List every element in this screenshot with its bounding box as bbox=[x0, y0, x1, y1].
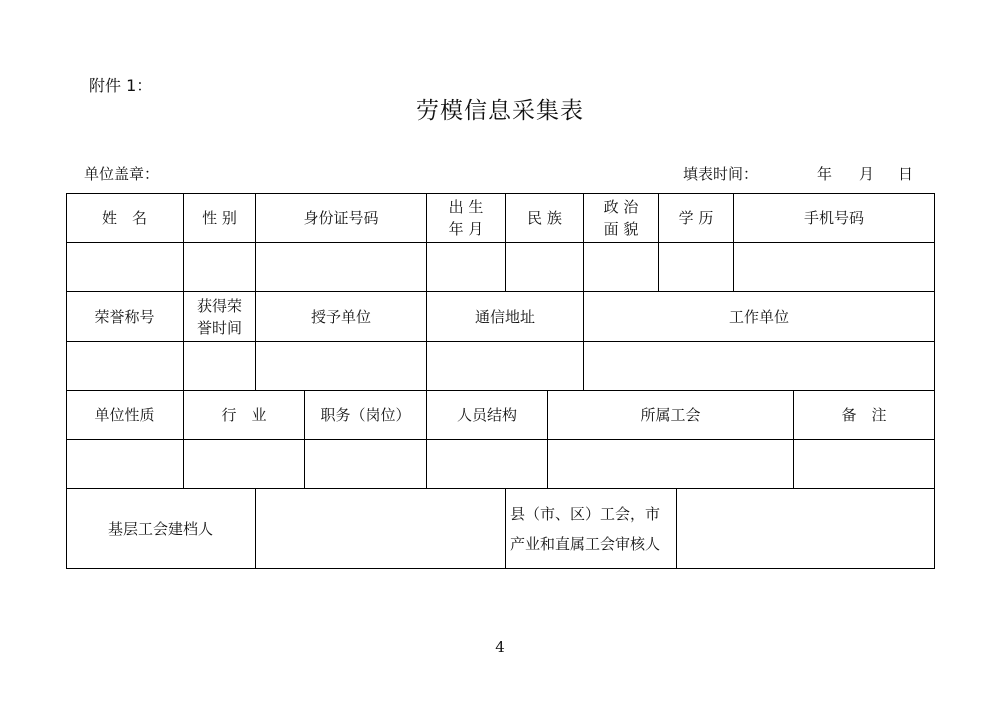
input-phone[interactable] bbox=[734, 243, 935, 292]
header-political: 政 治 面 貌 bbox=[584, 193, 659, 243]
input-industry[interactable] bbox=[184, 440, 305, 489]
input-birth[interactable] bbox=[427, 243, 506, 292]
unit-stamp-label: 单位盖章： bbox=[84, 165, 160, 183]
input-gender[interactable] bbox=[184, 243, 256, 292]
attachment-label: 附件 1： bbox=[89, 76, 153, 95]
input-archivist[interactable] bbox=[256, 489, 506, 569]
header-awarding-unit: 授予单位 bbox=[256, 292, 427, 342]
form-title: 劳模信息采集表 bbox=[416, 98, 584, 124]
day-label: 日 bbox=[898, 165, 914, 183]
month-label: 月 bbox=[859, 165, 875, 183]
input-remarks[interactable] bbox=[794, 440, 935, 489]
header-position: 职务（岗位） bbox=[305, 391, 427, 440]
input-political[interactable] bbox=[584, 243, 659, 292]
input-ethnicity[interactable] bbox=[506, 243, 584, 292]
header-honor-title: 荣誉称号 bbox=[66, 292, 184, 342]
header-personnel-structure: 人员结构 bbox=[427, 391, 548, 440]
header-unit-nature: 单位性质 bbox=[66, 391, 184, 440]
page-number: 4 bbox=[495, 638, 505, 656]
archivist-label: 基层工会建档人 bbox=[66, 489, 256, 569]
info-table bbox=[66, 193, 935, 569]
input-personnel-structure[interactable] bbox=[427, 440, 548, 489]
input-reviewer[interactable] bbox=[677, 489, 935, 569]
header-id-number: 身份证号码 bbox=[256, 193, 427, 243]
input-unit-nature[interactable] bbox=[66, 440, 184, 489]
input-honor-time[interactable] bbox=[184, 342, 256, 391]
header-work-unit: 工作单位 bbox=[584, 292, 935, 342]
header-gender: 性 别 bbox=[184, 193, 256, 243]
header-honor-time: 获得荣 誉时间 bbox=[184, 292, 256, 342]
reviewer-label: 县（市、区）工会，市 产业和直属工会审核人 bbox=[506, 489, 677, 569]
input-work-unit[interactable] bbox=[584, 342, 935, 391]
input-awarding-unit[interactable] bbox=[256, 342, 427, 391]
input-name[interactable] bbox=[66, 243, 184, 292]
header-education: 学 历 bbox=[659, 193, 734, 243]
input-honor-title[interactable] bbox=[66, 342, 184, 391]
header-address: 通信地址 bbox=[427, 292, 584, 342]
input-education[interactable] bbox=[659, 243, 734, 292]
header-name: 姓 名 bbox=[66, 193, 184, 243]
header-ethnicity: 民 族 bbox=[506, 193, 584, 243]
input-id-number[interactable] bbox=[256, 243, 427, 292]
input-union[interactable] bbox=[548, 440, 794, 489]
header-union: 所属工会 bbox=[548, 391, 794, 440]
header-industry: 行 业 bbox=[184, 391, 305, 440]
year-label: 年 bbox=[817, 165, 833, 183]
header-remarks: 备 注 bbox=[794, 391, 935, 440]
header-birth: 出 生 年 月 bbox=[427, 193, 506, 243]
fill-time-label: 填表时间： bbox=[683, 165, 759, 183]
header-phone: 手机号码 bbox=[734, 193, 935, 243]
input-position[interactable] bbox=[305, 440, 427, 489]
input-address[interactable] bbox=[427, 342, 584, 391]
